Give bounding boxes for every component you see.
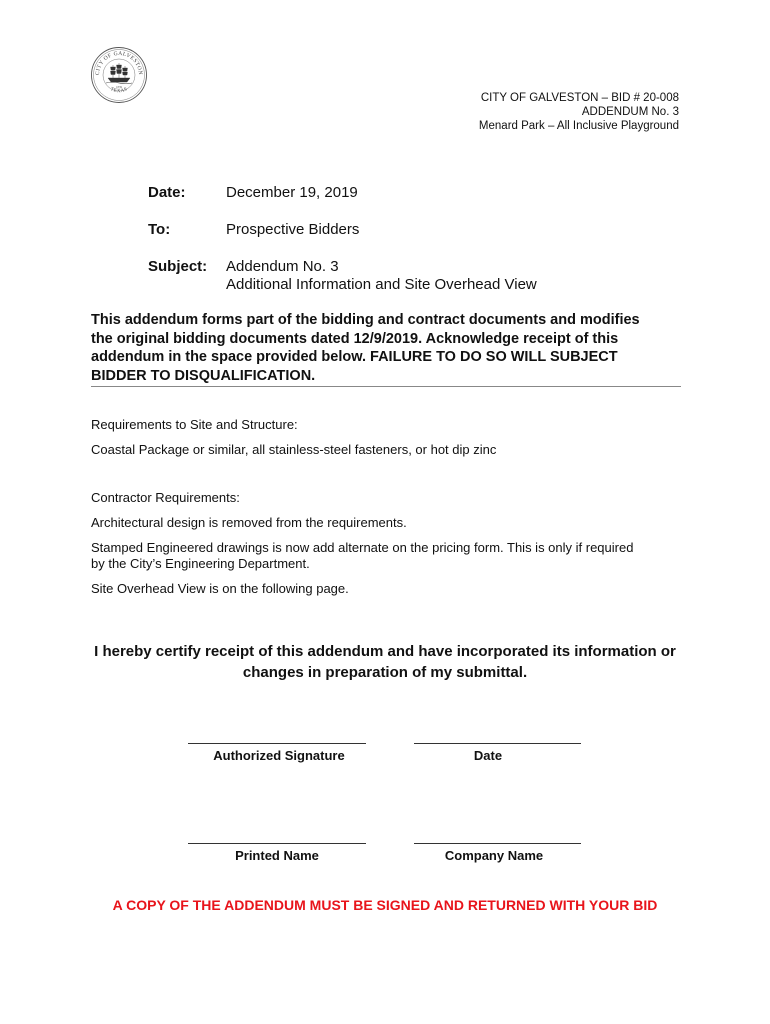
authorized-signature-label: Authorized Signature [213,748,345,763]
contractor-requirement-3: Site Overhead View is on the following page. [91,581,349,596]
date-signature-label: Date [473,748,503,763]
subject-line-1: Addendum No. 3 [226,258,339,275]
company-name-label: Company Name [444,848,544,863]
project-name: Menard Park – All Inclusive Playground [478,120,679,132]
return-with-bid-warning: A COPY OF THE ADDENDUM MUST BE SIGNED AND RETURNED WITH YOUR BID [112,897,658,913]
bid-number: CITY OF GALVESTON – BID # 20-008 [480,92,679,104]
notice-line-4: BIDDER TO DISQUALIFICATION. [91,367,316,384]
requirements-text: Coastal Package or similar, all stainless-steel fasteners, or hot dip zinc [91,442,497,457]
date-signature-line[interactable] [414,743,581,744]
contractor-heading: Contractor Requirements: [91,490,240,505]
to-value: Prospective Bidders [226,221,360,238]
addendum-number: ADDENDUM No. 3 [581,106,679,118]
subject-label: Subject: [148,258,208,275]
contractor-requirement-2b: by the City’s Engineering Department. [91,556,310,571]
svg-text:CITY OF GALVESTON: CITY OF GALVESTON [94,50,144,76]
date-label: Date: [148,184,186,201]
certification-line-1: I hereby certify receipt of this addendum and have incorporated its information or [94,643,676,660]
subject-line-2: Additional Information and Site Overhead View [226,276,537,293]
certification-line-2: changes in preparation of my submittal. [242,664,528,681]
document-header [479,91,679,133]
certification-statement [60,641,710,683]
notice-line-1: This addendum forms part of the bidding and contract documents and modifies [91,312,640,328]
date-value: December 19, 2019 [226,184,358,201]
notice-line-2: the original bidding documents dated 12/9/2019. Acknowledge receipt of this [91,330,619,347]
svg-text:1839: 1839 [116,85,122,89]
addendum-notice [91,311,681,387]
contractor-requirement-1: Architectural design is removed from the requirements. [91,515,407,530]
city-seal-logo [90,46,148,104]
company-name-line[interactable] [414,843,581,844]
contractor-requirement-2a: Stamped Engineered drawings is now add alternate on the pricing form. This is only if required [91,540,634,555]
requirements-heading: Requirements to Site and Structure: [91,417,298,432]
to-label: To: [148,221,171,238]
notice-line-3: addendum in the space provided below. FAILURE TO DO SO WILL SUBJECT [91,349,618,365]
printed-name-line[interactable] [188,843,366,844]
authorized-signature-line[interactable] [188,743,366,744]
printed-name-label: Printed Name [235,848,319,863]
svg-text:TEXAS: TEXAS [109,87,129,95]
